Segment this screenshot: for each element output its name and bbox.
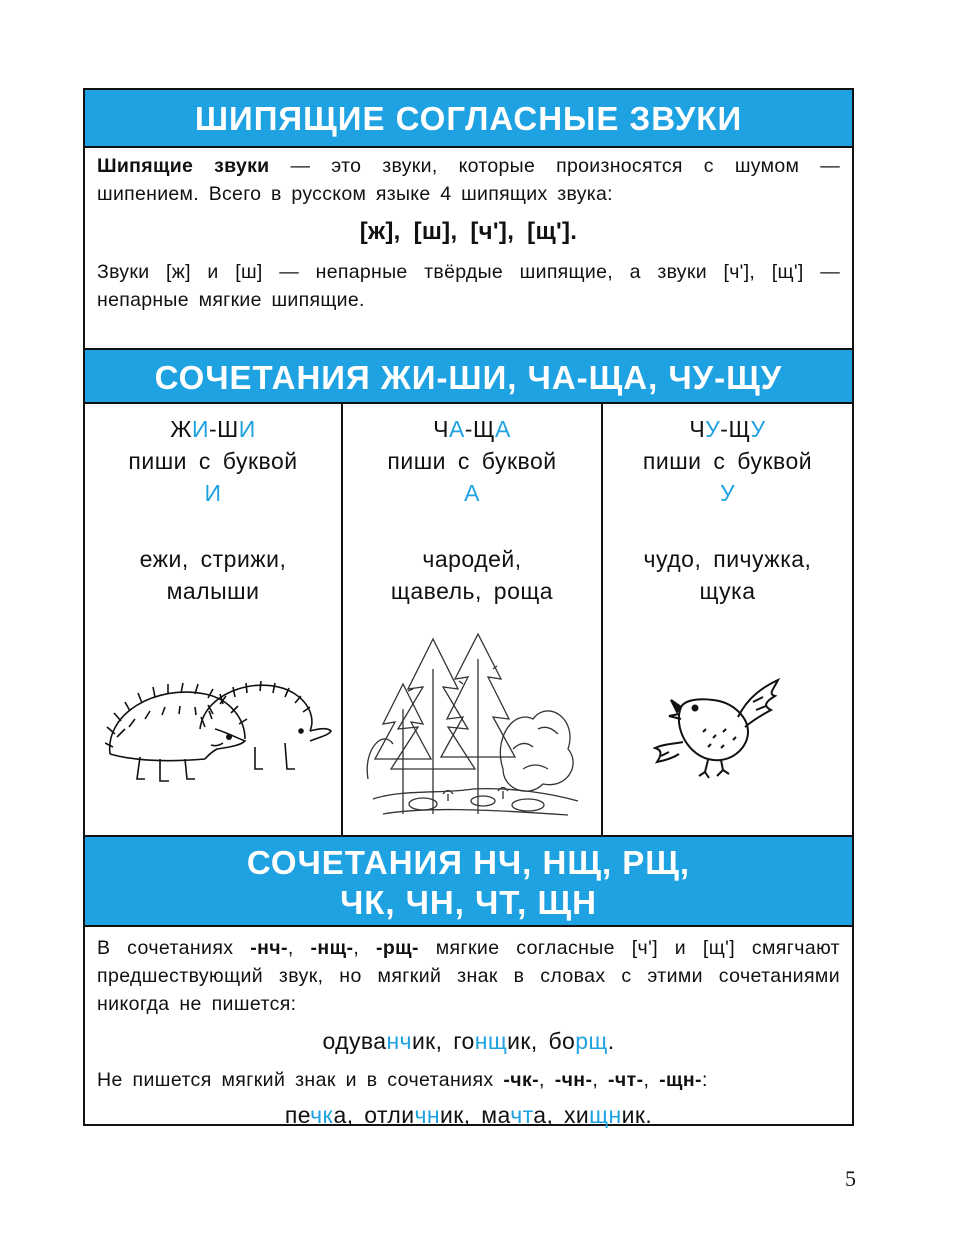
examples-line-1: чудо, пичужка, <box>643 546 812 572</box>
rule-letter: И <box>204 480 222 506</box>
section3-title-line-2: ЧК, ЧН, ЧТ, ЩН <box>340 884 597 921</box>
spelling-rules-columns <box>85 404 852 835</box>
rules-card <box>83 88 854 1126</box>
examples-line-2: щавель, роща <box>390 578 554 604</box>
examples-line-1: чародей, <box>422 546 522 572</box>
combinations-rule-paragraph: В сочетаниях -нч-, -нщ-, -рщ- мягкие согласные [ч'] и [щ'] смягчают предшествующий звук, но мягкий знак в словах с этими сочетаниями никогда не пишется: <box>97 937 841 1015</box>
examples-line-1: ежи, стрижи, <box>139 546 287 572</box>
section3-title <box>85 835 852 927</box>
examples-line-2: щука <box>699 578 756 604</box>
grove-illustration <box>363 629 583 824</box>
rule-column-chu-shchu <box>603 404 852 835</box>
page-number: 5 <box>845 1166 856 1191</box>
section1-title: ШИПЯЩИЕ СОГЛАСНЫЕ ЗВУКИ <box>85 90 852 148</box>
hedgehogs-illustration <box>105 669 333 784</box>
definition-text: — это звуки, которые произносятся с шумом — шипением. Всего в русском языке 4 шипящих звука: <box>97 155 840 205</box>
section3-title-line-1: СОЧЕТАНИЯ НЧ, НЩ, РЩ, <box>246 844 691 881</box>
examples-line-chk-chn-cht-shchn: печка, отличник, мачта, хищник. <box>284 1102 653 1128</box>
rule-text: пиши с буквой <box>387 448 557 474</box>
rule-text: пиши с буквой <box>128 448 298 474</box>
section2-title: СОЧЕТАНИЯ ЖИ-ШИ, ЧА-ЩА, ЧУ-ЩУ <box>85 348 852 404</box>
rule-letter: У <box>719 480 736 506</box>
rule-heading: ЧА-ЩА <box>433 416 511 442</box>
section3-body <box>97 934 840 1132</box>
examples-line-2: малыши <box>166 578 260 604</box>
bird-illustration <box>653 672 783 782</box>
sibilant-sounds-list: [ж], [ш], [ч'], [щ']. <box>359 218 578 245</box>
rule-heading: ЧУ-ЩУ <box>689 416 766 442</box>
definition-paragraph <box>97 152 840 208</box>
rule-letter: А <box>464 480 480 506</box>
rule-column-cha-shcha <box>343 404 603 835</box>
examples-line-nch-nshch-rshch: одуванчик, гонщик, борщ. <box>322 1028 615 1054</box>
definition-term: Шипящие звуки <box>97 155 270 177</box>
rule-heading: ЖИ-ШИ <box>170 416 256 442</box>
rule-column-zhi-shi <box>85 404 343 835</box>
rule-text: пиши с буквой <box>642 448 813 474</box>
pairing-note: Звуки [ж] и [ш] — непарные твёрдые шипящие, а звуки [ч'], [щ'] — непарные мягкие шипящие. <box>97 261 840 311</box>
no-soft-sign-rule-paragraph: Не пишется мягкий знак и в сочетаниях -чк-, -чн-, -чт-, -щн-: <box>97 1069 708 1091</box>
section1-body <box>97 152 840 314</box>
